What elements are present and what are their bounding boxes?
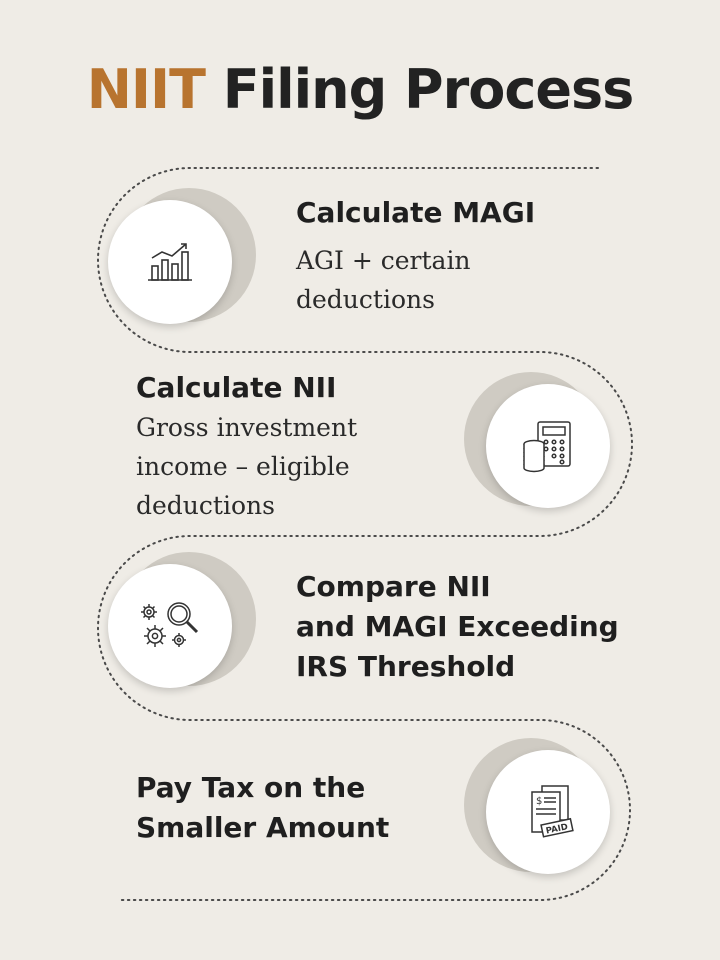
svg-text:PAID: PAID <box>545 822 569 837</box>
calculator-coins-icon <box>516 414 580 478</box>
step-1-icon-circle <box>104 192 254 342</box>
step-1 <box>296 193 535 319</box>
title-accent: NIIT <box>86 58 205 121</box>
step-3 <box>296 567 619 687</box>
step-3-heading-line-1: Compare NII <box>296 570 491 603</box>
paid-bill-icon <box>516 780 580 844</box>
gears-magnifier-icon <box>135 594 205 658</box>
step-1-heading: Calculate MAGI <box>296 196 536 229</box>
step-1-desc-line-1: AGI + certain <box>296 246 471 275</box>
step-2-icon-circle <box>470 376 620 526</box>
step-4 <box>136 768 389 848</box>
svg-text:$: $ <box>536 796 543 807</box>
step-3-heading-line-2: and MAGI Exceeding <box>296 610 619 643</box>
step-4-heading-line-1: Pay Tax on the <box>136 771 366 804</box>
step-3-heading-line-3: IRS Threshold <box>296 650 516 683</box>
step-4-icon-circle <box>470 742 620 892</box>
step-4-heading-line-2: Smaller Amount <box>136 811 390 844</box>
title-rest: Filing Process <box>222 58 634 121</box>
step-1-desc-line-2: deductions <box>296 285 435 314</box>
step-2-desc-line-1: Gross investment <box>136 413 358 442</box>
step-2-desc-line-2: income – eligible <box>136 452 350 481</box>
step-2 <box>136 368 357 525</box>
step-3-icon-circle <box>104 556 254 706</box>
step-2-heading: Calculate NII <box>136 371 337 404</box>
step-2-desc-line-3: deductions <box>136 491 275 520</box>
bar-chart-icon <box>142 234 198 290</box>
